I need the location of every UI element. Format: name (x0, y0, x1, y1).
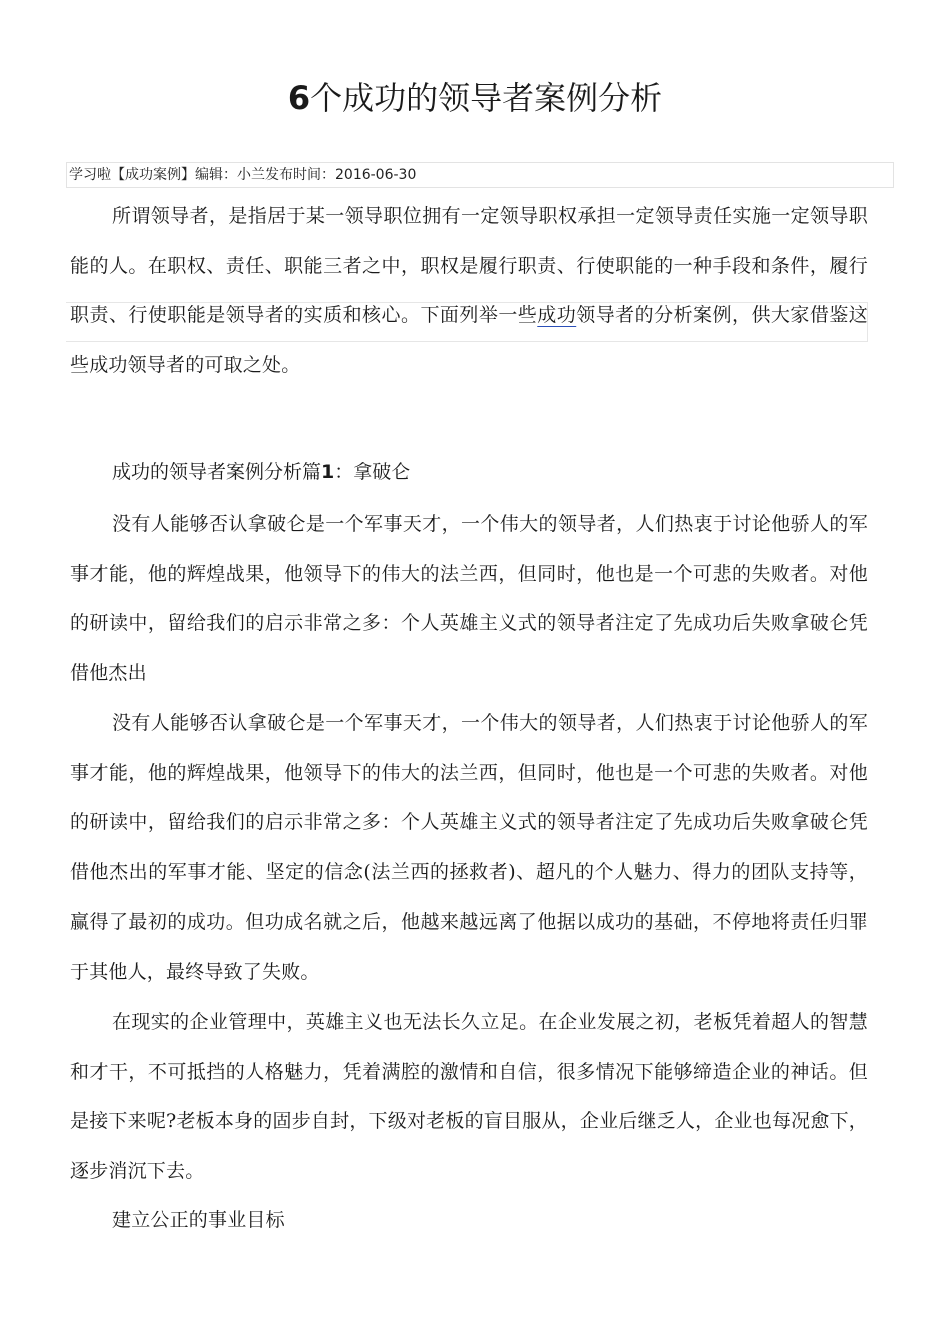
paragraph-3: 在现实的企业管理中，英雄主义也无法长久立足。在企业发展之初，老板凭着超人的智慧和才干，不可抵挡的人格魅力，凭着满腔的激情和自信，很多情况下能够缔造企业的神话。但是接下来呢?老板本身的固步自封，下级对老板的盲目服从，企业后继乏人，企业也每况愈下，逐步消沉下去。 (70, 1011, 868, 1183)
paragraph-1: 没有人能够否认拿破仑是一个军事天才，一个伟大的领导者，人们热衷于讨论他骄人的军事才能，他的辉煌战果，他领导下的伟大的法兰西，但同时，他也是一个可悲的失败者。对他的研读中，留给我们的启示非常之多：个人英雄主义式的领导者注定了先成功后失败拿破仑凭借他杰出 (70, 513, 868, 685)
intro-text-after: 领导者的分析案例，供大家借鉴这些成功领导者的可取之处。 (70, 304, 868, 377)
intro-text-before: 所谓领导者，是指居于某一领导职位拥有一定领导职权承担一定领导责任实施一定领导职能的人。在职权、责任、职能三者之中，职权是履行职责、行使职能的一种手段和条件，履行职责、行使职能是领导者的实质和核心。下面列举一些 (70, 205, 868, 327)
paragraph-2: 没有人能够否认拿破仑是一个军事天才，一个伟大的领导者，人们热衷于讨论他骄人的军事才能，他的辉煌战果，他领导下的伟大的法兰西，但同时，他也是一个可悲的失败者。对他的研读中，留给我们的启示非常之多：个人英雄主义式的领导者注定了先成功后失败拿破仑凭借他杰出的军事才能、坚定的信念(法兰西的拯救者)、超凡的个人魅力、得力的团队支持等，赢得了最初的成功。但功成名就之后，他越来越远离了他据以成功的基础，不停地将责任归罪于其他人，最终导致了失败。 (70, 712, 868, 983)
section-heading-number: 1 (321, 461, 335, 483)
success-link[interactable]: 成功 (537, 304, 577, 327)
section-heading-subject: ：拿破仑 (334, 461, 411, 483)
section-heading (112, 456, 410, 488)
section-heading-text: 成功的领导者案例分析篇 (112, 461, 322, 483)
title-number: 6 (287, 79, 311, 117)
page-title (0, 74, 950, 122)
article-meta: 学习啦【成功案例】编辑：小兰发布时间：2016-06-30 (66, 162, 894, 188)
paragraph-4: 建立公正的事业目标 (112, 1209, 285, 1231)
title-text: 个成功的领导者案例分析 (310, 79, 663, 117)
intro-paragraph (70, 192, 868, 391)
